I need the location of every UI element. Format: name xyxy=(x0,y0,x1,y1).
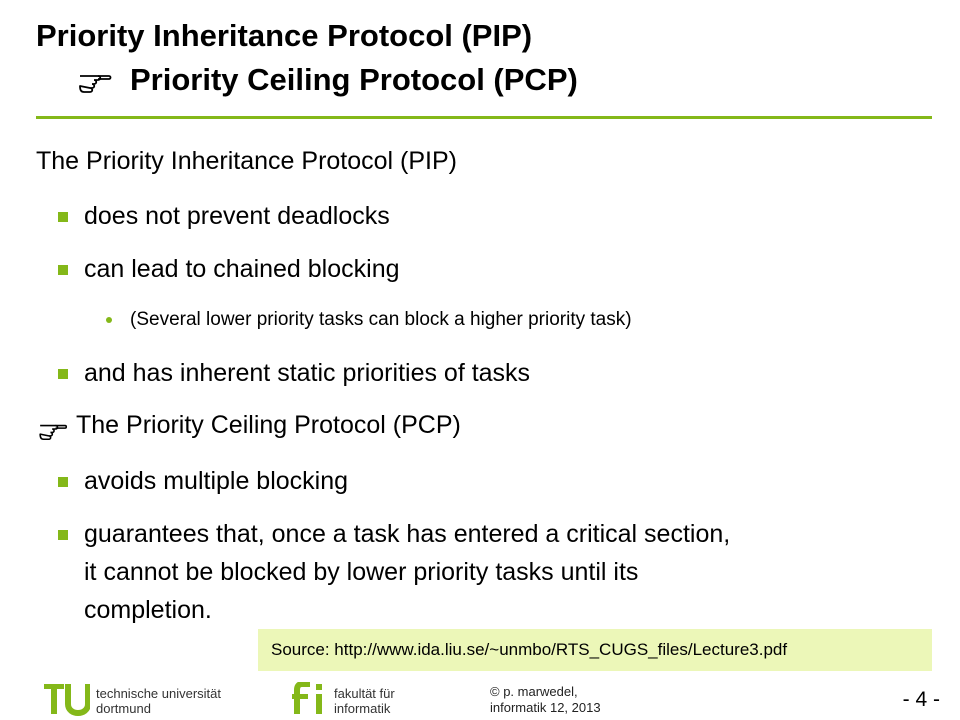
author-credit xyxy=(490,684,601,716)
fi-name-line-2: informatik xyxy=(334,701,391,716)
square-bullet-icon xyxy=(58,369,68,379)
tu-dortmund-logo xyxy=(44,682,90,716)
pip-item-2: can lead to chained blocking xyxy=(84,255,400,283)
page-number: - 4 - xyxy=(902,688,940,711)
heading-pip: The Priority Inheritance Protocol (PIP) xyxy=(36,147,457,175)
author-line-1: © p. marwedel, xyxy=(490,684,578,699)
square-bullet-icon xyxy=(58,530,68,540)
title-line-1: Priority Inheritance Protocol (PIP) xyxy=(36,18,533,53)
pcp-item-2-line-2: it cannot be blocked by lower priority tasks until its xyxy=(84,558,639,586)
heading-pcp: The Priority Ceiling Protocol (PCP) xyxy=(76,411,461,439)
source-citation: Source: http://www.ida.liu.se/~unmbo/RTS_CUGS_files/Lecture3.pdf xyxy=(258,629,932,671)
square-bullet-icon xyxy=(58,212,68,222)
hand-pointing-icon xyxy=(78,66,112,94)
author-line-2: informatik 12, 2013 xyxy=(490,700,601,715)
tu-name-line-2: dortmund xyxy=(96,701,151,716)
tu-name-line-1: technische universität xyxy=(96,686,222,701)
title-line-2-wrap xyxy=(36,58,578,102)
square-bullet-icon xyxy=(58,477,68,487)
pip-item-1: does not prevent deadlocks xyxy=(84,202,390,230)
fakultaet-informatik-logo xyxy=(292,682,328,716)
round-bullet-icon xyxy=(106,317,112,323)
fi-name-line-1: fakultät für xyxy=(334,686,395,701)
square-bullet-icon xyxy=(58,265,68,275)
title-line-2: Priority Ceiling Protocol (PCP) xyxy=(130,62,578,97)
slide-footer xyxy=(0,676,960,720)
pip-subitem: (Several lower priority tasks can block a higher priority task) xyxy=(130,309,632,330)
hand-pointing-icon xyxy=(38,417,68,441)
pcp-item-2-line-1: guarantees that, once a task has entered a critical section, xyxy=(84,520,731,548)
pcp-item-1: avoids multiple blocking xyxy=(84,467,349,495)
slide-title xyxy=(36,14,578,102)
pip-item-3: and has inherent static priorities of tasks xyxy=(84,359,531,387)
pcp-item-2-line-3: completion. xyxy=(84,596,212,624)
title-divider xyxy=(36,116,932,119)
